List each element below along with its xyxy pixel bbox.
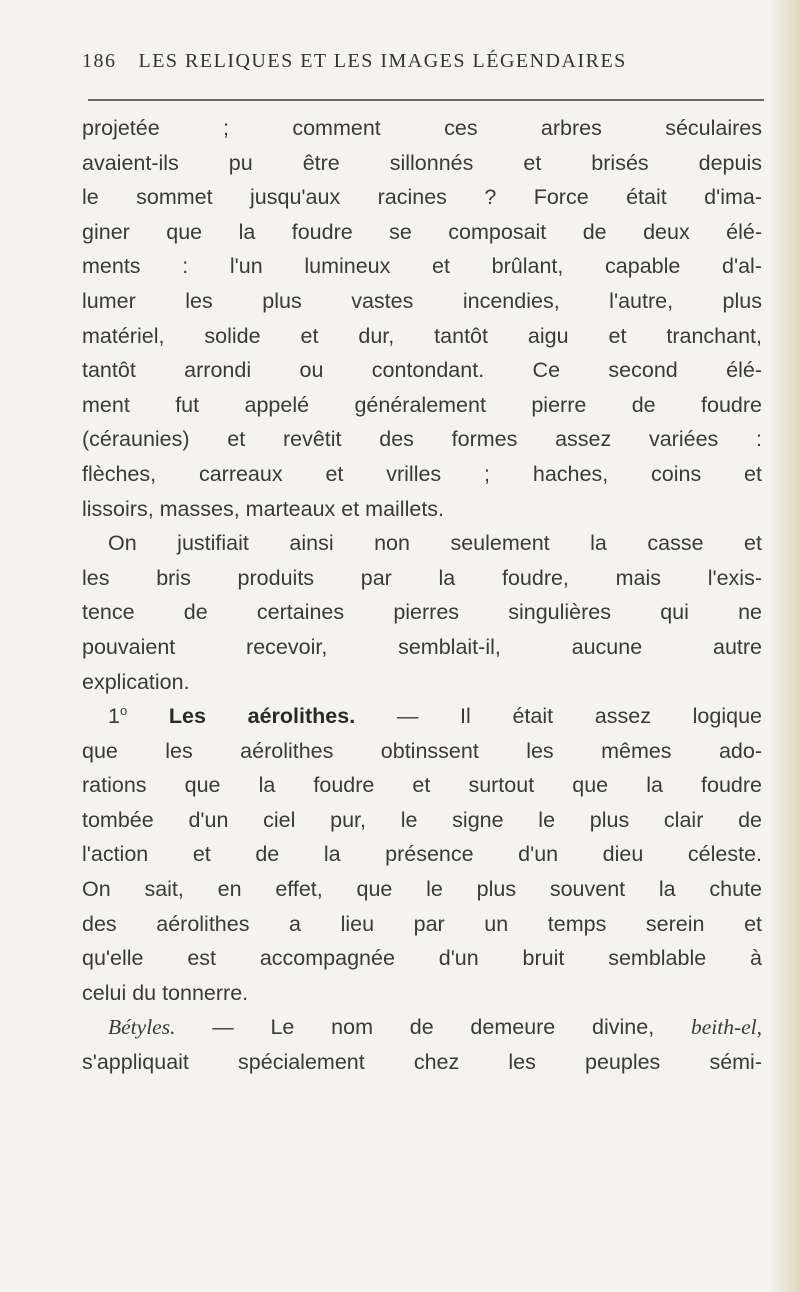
text-line: tombée d'un ciel pur, le signe le plus clair de	[82, 807, 762, 832]
text-line: pouvaient recevoir, semblait-il, aucune autre	[82, 634, 762, 659]
text-fragment: — Le nom de demeure divine,	[175, 1015, 691, 1040]
section-heading-line	[82, 1010, 762, 1045]
body-text	[82, 111, 762, 1080]
page-edge-shadow	[770, 0, 800, 1292]
section-heading-aerolithes: Les aérolithes.	[168, 704, 356, 729]
text-line: (céraunies) et revêtit des formes assez variées :	[82, 427, 762, 452]
text-line: projetée ; comment ces arbres séculaires	[82, 116, 762, 140]
section-heading-line	[82, 699, 762, 734]
text-line: s'appliquait spécialement chez les peuples sémi-	[82, 1050, 762, 1075]
page-number: 186	[82, 50, 117, 72]
text-line: que les aérolithes obtinssent les mêmes ado-	[82, 738, 762, 763]
text-line: flèches, carreaux et vrilles ; haches, coins et	[82, 461, 762, 486]
term-beith-el: beith-el,	[690, 1015, 762, 1040]
text-line: ments : l'un lumineux et brûlant, capable d'al-	[82, 254, 762, 279]
text-line: giner que la foudre se composait de deux élé-	[82, 219, 762, 244]
section-heading-betyles: Bétyles.	[108, 1015, 176, 1040]
text-line: celui du tonnerre.	[82, 980, 249, 1005]
section-number: 1	[108, 704, 120, 729]
text-line: les bris produits par la foudre, mais l'exis-	[82, 565, 762, 590]
ordinal-mark: o	[119, 702, 128, 718]
header-rule	[88, 99, 764, 101]
text-line: rations que la foudre et surtout que la foudre	[82, 773, 762, 798]
running-title: LES RELIQUES ET LES IMAGES LÉGENDAIRES	[138, 50, 627, 72]
text-line: On sait, en effet, que le plus souvent la chute	[82, 877, 762, 902]
text-line: avaient-ils pu être sillonnés et brisés depuis	[82, 150, 762, 175]
text-line: explication.	[82, 669, 190, 694]
text-line: On justifiait ainsi non seulement la casse et	[108, 531, 762, 556]
text-line: le sommet jusqu'aux racines ? Force était d'ima-	[82, 185, 762, 210]
text-fragment: — Il était assez logique	[355, 704, 762, 729]
text-line: lissoirs, masses, marteaux et maillets.	[82, 496, 445, 521]
text-line: lumer les plus vastes incendies, l'autre, plus	[82, 288, 762, 313]
running-head	[82, 50, 762, 73]
text-line: matériel, solide et dur, tantôt aigu et tranchant,	[82, 323, 762, 348]
text-line: tantôt arrondi ou contondant. Ce second élé-	[82, 358, 762, 383]
text-line: qu'elle est accompagnée d'un bruit semblable à	[82, 946, 762, 971]
text-line: ment fut appelé généralement pierre de foudre	[82, 392, 762, 417]
text-line: l'action et de la présence d'un dieu céleste.	[82, 842, 762, 867]
text-line: des aérolithes a lieu par un temps serein et	[82, 911, 762, 936]
text-line: tence de certaines pierres singulières qui ne	[82, 600, 762, 625]
